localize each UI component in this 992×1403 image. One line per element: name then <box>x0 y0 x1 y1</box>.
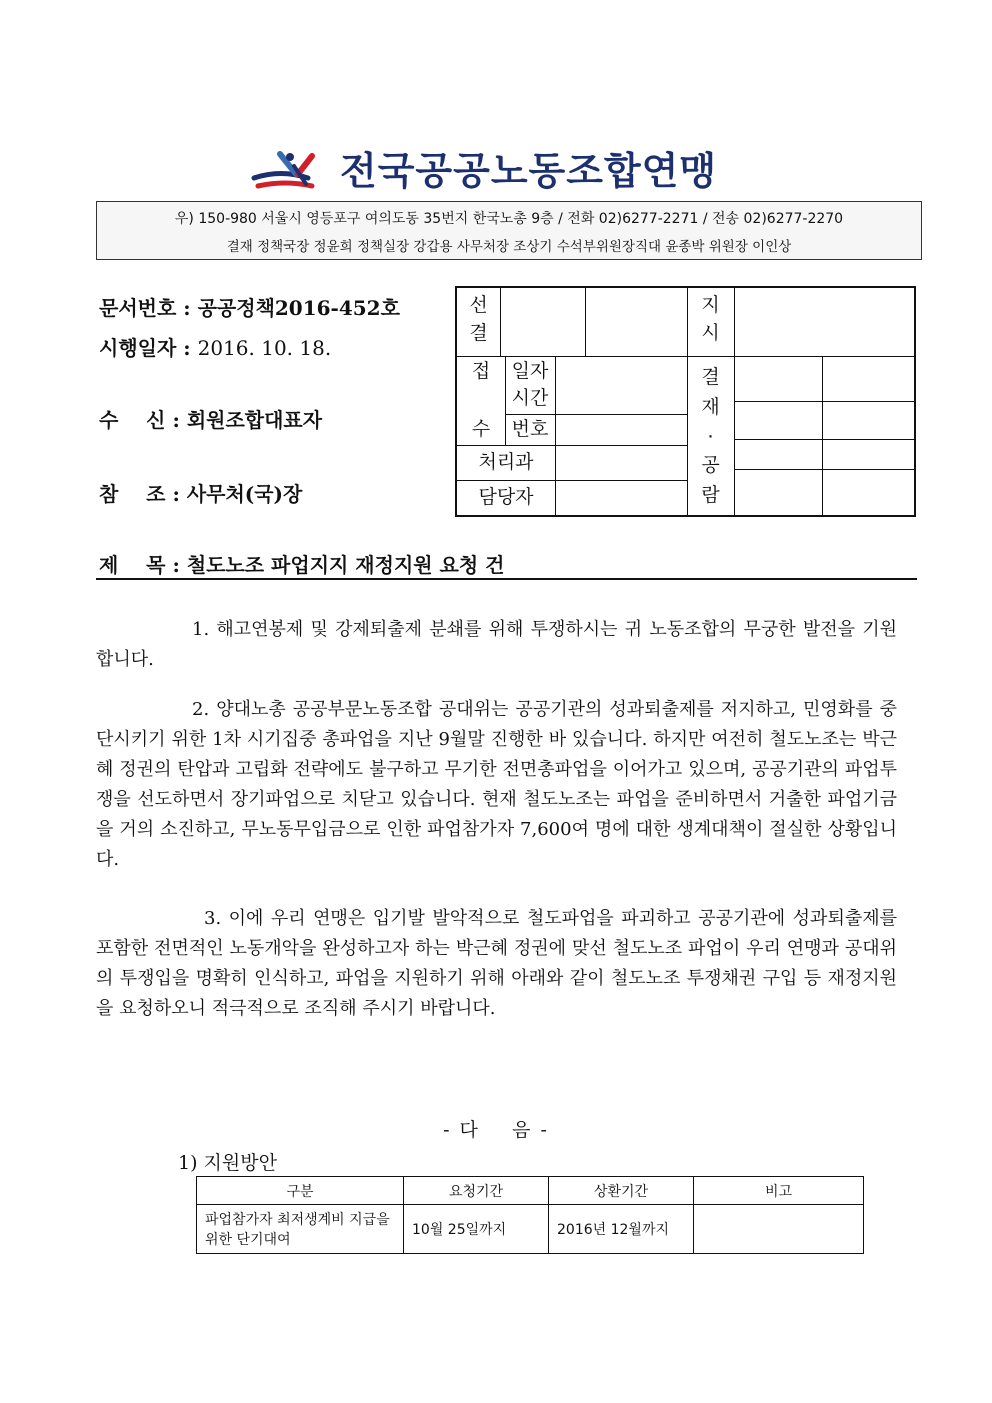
table-header: 상환기간 <box>549 1177 694 1205</box>
subject-label: 제 목 : <box>99 553 180 577</box>
recipient-label: 수 신 : <box>99 408 180 432</box>
address-box <box>96 201 922 260</box>
reference <box>99 478 302 507</box>
recipient <box>99 404 322 433</box>
jeop-label: 접 <box>471 360 491 382</box>
divider <box>734 439 914 440</box>
si-label: 시 <box>701 322 720 344</box>
divider <box>555 356 556 515</box>
ilja-label: 일자 <box>511 360 549 382</box>
gyeoljae-label-1: 결 <box>701 366 720 388</box>
support-table <box>196 1176 864 1254</box>
seon-label: 선 <box>469 294 488 316</box>
divider <box>822 356 823 515</box>
org-name: 전국공공노동조합연맹 <box>340 149 718 193</box>
table-header: 구분 <box>197 1177 404 1205</box>
reference-label: 참 조 : <box>99 482 180 506</box>
damdangja-label: 담당자 <box>478 486 534 508</box>
gyeoljae-label-2: 재 <box>701 396 720 418</box>
paragraph-1: 1. 해고연봉제 및 강제퇴출제 분쇄를 위해 투쟁하시는 귀 노동조합의 무궁한 발전을 기원합니다. <box>96 619 897 670</box>
issue-date-label: 시행일자 : <box>99 336 191 360</box>
recipient-value: 회원조합대표자 <box>186 408 323 432</box>
approval-table <box>455 286 916 517</box>
approval-line: 결재 정책국장 정윤희 정책실장 강갑용 사무처장 조상기 수석부위원장직대 윤종박 위원장 이인상 <box>226 239 792 255</box>
doc-number-label: 문서번호 : <box>99 296 191 320</box>
section-heading: 1) 지원방안 <box>178 1152 277 1174</box>
gongram-label-2: 람 <box>701 484 720 506</box>
ji-label: 지 <box>701 294 720 316</box>
address-line: 우) 150-980 서울시 영등포구 여의도동 35번지 한국노총 9층 / 전화 02)6277-2271 / 전송 02)6277-2270 <box>174 211 844 227</box>
doc-number-value: 공공정책2016-452호 <box>197 296 400 320</box>
su-label: 수 <box>471 418 491 440</box>
following-heading: - 다 음 - <box>443 1119 549 1141</box>
divider <box>505 414 687 415</box>
table-row <box>197 1205 864 1254</box>
divider <box>457 445 687 446</box>
doc-number <box>99 292 400 321</box>
cheorigwa-label: 처리과 <box>478 451 534 473</box>
divider <box>734 288 735 515</box>
table-cell: 파업참가자 최저생계비 지급을 위한 단기대여 <box>197 1205 404 1254</box>
divider <box>457 480 687 481</box>
divider <box>734 401 914 402</box>
table-cell: 2016년 12월까지 <box>549 1205 694 1254</box>
table-header-row <box>197 1177 864 1205</box>
paragraph-2: 2. 양대노총 공공부문노동조합 공대위는 공공기관의 성과퇴출제를 저지하고, 민영화를 중단시키기 위한 1차 시기집중 총파업을 지난 9월말 진행한 바 있습니다. 하지만 여전히 철도노조는 박근혜 정권의 탄압과 고립화 전략에도 불구하고 무기한 전면총파업을 이어가고 있으며, 공공기관의 파업투쟁을 선도하면서 장기파업으로 치닫고 있습니다. 현재 철도노조는 파업을 준비하면서 거출한 파업기금을 거의 소진하고, 무노동무입금으로 인한 파업참가자 7,600여 명에 대한 생계대책이 절실한 상황입니다. <box>96 699 897 870</box>
table-cell <box>694 1205 864 1254</box>
divider <box>734 469 914 470</box>
union-logo-icon <box>250 148 334 194</box>
subject-value: 철도노조 파업지지 재정지원 요청 건 <box>186 553 505 577</box>
issue-date <box>99 332 331 361</box>
letterhead <box>250 148 740 196</box>
gongram-label-1: 공 <box>701 454 720 476</box>
sigan-label: 시간 <box>511 387 549 409</box>
gyeoljae-dot: · <box>707 426 714 448</box>
table-cell: 10월 25일까지 <box>404 1205 549 1254</box>
divider <box>500 288 501 356</box>
table-header: 비고 <box>694 1177 864 1205</box>
gyeol-label: 결 <box>469 322 488 344</box>
table-header: 요청기간 <box>404 1177 549 1205</box>
divider <box>457 356 914 357</box>
issue-date-value: 2016. 10. 18. <box>197 336 332 360</box>
reference-value: 사무처(국)장 <box>186 482 303 506</box>
subject <box>99 549 504 578</box>
divider <box>585 288 586 356</box>
beonho-label: 번호 <box>511 418 549 440</box>
subject-divider <box>96 578 917 580</box>
paragraph-3: 3. 이에 우리 연맹은 입기발 발악적으로 철도파업을 파괴하고 공공기관에 성과퇴출제를 포함한 전면적인 노동개악을 완성하고자 하는 박근혜 정권에 맞선 철도노조 파업이 우리 연맹과 공대위의 투쟁입을 명확히 인식하고, 파업을 지원하기 위해 아래와 같이 철도노조 투쟁채권 구입 등 재정지원을 요청하오니 적극적으로 조직해 주시기 바랍니다. <box>96 908 897 1019</box>
